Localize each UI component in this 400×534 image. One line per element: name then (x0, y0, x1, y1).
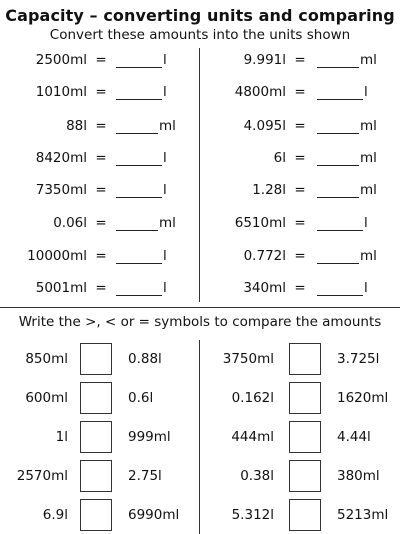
convert-row (0, 215, 400, 235)
answer-blank[interactable] (317, 263, 359, 264)
convert-amount: 0.772l (243, 248, 286, 264)
symbol-answer-box[interactable] (289, 421, 321, 453)
convert-amount: 4800ml (234, 84, 286, 100)
target-unit: l (163, 280, 167, 296)
compare-amount-left: 6.9l (42, 507, 68, 523)
convert-amount: 2500ml (35, 52, 87, 68)
equals-sign: = (95, 280, 107, 296)
answer-blank[interactable] (317, 67, 359, 68)
convert-amount: 1010ml (35, 84, 87, 100)
target-unit: ml (360, 150, 377, 166)
equals-sign: = (95, 52, 107, 68)
convert-amount: 6l (273, 150, 286, 166)
equals-sign: = (95, 84, 107, 100)
instructions-compare: Write the >, < or = symbols to compare the amounts (18, 314, 382, 330)
convert-row (0, 52, 400, 72)
convert-amount: 340ml (243, 280, 286, 296)
target-unit: ml (159, 215, 176, 231)
compare-amount-right: 5213ml (337, 507, 389, 523)
answer-blank[interactable] (317, 230, 363, 231)
convert-amount: 10000ml (27, 248, 87, 264)
compare-amount-left: 3750ml (222, 351, 274, 367)
compare-amount-left: 2570ml (16, 468, 68, 484)
equals-sign: = (294, 150, 306, 166)
compare-amount-right: 999ml (128, 429, 171, 445)
symbol-answer-box[interactable] (289, 499, 321, 531)
convert-amount: 0.06l (53, 215, 87, 231)
compare-row (0, 499, 400, 533)
equals-sign: = (294, 118, 306, 134)
compare-amount-left: 444ml (231, 429, 274, 445)
symbol-answer-box[interactable] (289, 460, 321, 492)
convert-amount: 4.095l (243, 118, 286, 134)
symbol-answer-box[interactable] (289, 343, 321, 375)
convert-amount: 5001ml (35, 280, 87, 296)
target-unit: ml (159, 118, 176, 134)
target-unit: l (364, 280, 368, 296)
compare-amount-right: 380ml (337, 468, 380, 484)
equals-sign: = (294, 248, 306, 264)
convert-amount: 88l (66, 118, 87, 134)
convert-amount: 7350ml (35, 182, 87, 198)
convert-row (0, 118, 400, 138)
compare-amount-left: 0.162l (231, 390, 274, 406)
target-unit: l (364, 84, 368, 100)
answer-blank[interactable] (317, 295, 363, 296)
answer-blank[interactable] (317, 165, 359, 166)
convert-row (0, 182, 400, 202)
convert-row (0, 248, 400, 268)
target-unit: ml (360, 52, 377, 68)
answer-blank[interactable] (317, 99, 363, 100)
equals-sign: = (294, 280, 306, 296)
equals-sign: = (95, 118, 107, 134)
compare-amount-left: 0.38l (240, 468, 274, 484)
compare-amount-right: 0.6l (128, 390, 154, 406)
compare-amount-right: 0.88l (128, 351, 162, 367)
compare-amount-right: 2.75l (128, 468, 162, 484)
target-unit: l (163, 182, 167, 198)
equals-sign: = (294, 215, 306, 231)
symbol-answer-box[interactable] (289, 382, 321, 414)
equals-sign: = (95, 182, 107, 198)
equals-sign: = (95, 248, 107, 264)
compare-amount-left: 600ml (25, 390, 68, 406)
convert-row (0, 84, 400, 104)
equals-sign: = (294, 84, 306, 100)
target-unit: l (163, 248, 167, 264)
compare-amount-left: 850ml (25, 351, 68, 367)
compare-amount-right: 6990ml (128, 507, 180, 523)
equals-sign: = (95, 150, 107, 166)
target-unit: l (163, 150, 167, 166)
compare-amount-right: 1620ml (337, 390, 389, 406)
target-unit: ml (360, 248, 377, 264)
instructions-convert: Convert these amounts into the units shown (49, 27, 351, 43)
answer-blank[interactable] (317, 197, 359, 198)
compare-row (0, 382, 400, 416)
target-unit: ml (360, 118, 377, 134)
compare-row (0, 343, 400, 377)
convert-amount: 6510ml (234, 215, 286, 231)
compare-row (0, 460, 400, 494)
convert-row (0, 280, 400, 300)
compare-amount-left: 1l (55, 429, 68, 445)
equals-sign: = (294, 52, 306, 68)
compare-amount-left: 5.312l (231, 507, 274, 523)
target-unit: l (163, 84, 167, 100)
convert-row (0, 150, 400, 170)
compare-amount-right: 4.44l (337, 429, 371, 445)
target-unit: ml (360, 182, 377, 198)
target-unit: l (364, 215, 368, 231)
equals-sign: = (95, 215, 107, 231)
convert-amount: 8420ml (35, 150, 87, 166)
section-divider (0, 307, 400, 308)
convert-amount: 1.28l (252, 182, 286, 198)
compare-amount-right: 3.725l (337, 351, 380, 367)
answer-blank[interactable] (317, 133, 359, 134)
convert-amount: 9.991l (243, 52, 286, 68)
page-title: Capacity – converting units and comparing (5, 6, 395, 25)
equals-sign: = (294, 182, 306, 198)
compare-row (0, 421, 400, 455)
target-unit: l (163, 52, 167, 68)
